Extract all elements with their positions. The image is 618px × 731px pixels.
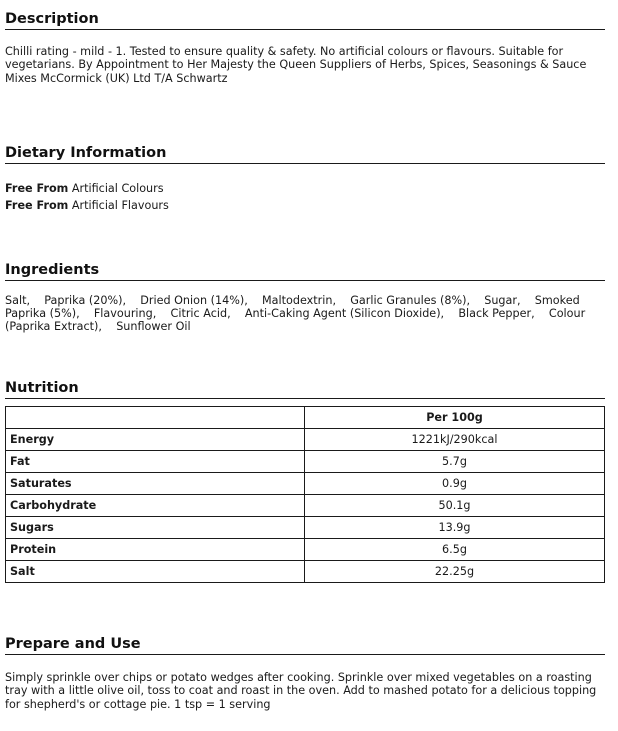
nutrient-label: Protein xyxy=(6,539,305,561)
nutrient-value: 6.5g xyxy=(305,539,605,561)
dietary-item-prefix: Free From xyxy=(5,199,69,212)
nutrient-label: Salt xyxy=(6,561,305,583)
table-row xyxy=(6,517,605,539)
ingredient-item: Sugar, xyxy=(484,294,521,307)
ingredient-item: Paprika (20%), xyxy=(44,294,127,307)
table-row xyxy=(6,451,605,473)
ingredients-list xyxy=(5,294,605,334)
nutrient-label: Saturates xyxy=(6,473,305,495)
nutrient-label: Energy xyxy=(6,429,305,451)
ingredient-item: Sunflower Oil xyxy=(116,320,191,334)
ingredient-item: Salt, xyxy=(5,294,31,307)
dietary-section xyxy=(5,144,605,214)
nutrition-heading: Nutrition xyxy=(5,379,605,399)
nutrient-value: 22.25g xyxy=(305,561,605,583)
nutrition-table xyxy=(5,406,605,583)
ingredient-item: Garlic Granules (8%), xyxy=(350,294,470,307)
nutrient-label: Carbohydrate xyxy=(6,495,305,517)
ingredient-item: Flavouring, xyxy=(93,307,157,321)
ingredient-item: Dried Onion (14%), xyxy=(140,294,248,307)
dietary-item xyxy=(5,197,605,214)
nutrition-section xyxy=(5,379,605,583)
dietary-list xyxy=(5,180,605,214)
nutrient-value: 0.9g xyxy=(305,473,605,495)
dietary-item-value: Artificial Colours xyxy=(71,182,164,195)
dietary-heading: Dietary Information xyxy=(5,144,605,164)
dietary-item xyxy=(5,180,605,197)
nutrient-value: 5.7g xyxy=(305,451,605,473)
table-row xyxy=(6,561,605,583)
prepare-heading: Prepare and Use xyxy=(5,635,605,655)
ingredient-item: Citric Acid, xyxy=(170,307,231,321)
description-section xyxy=(5,10,605,85)
ingredient-item: Black Pepper, xyxy=(458,307,535,321)
table-row xyxy=(6,429,605,451)
nutrition-header-row xyxy=(6,407,605,429)
nutrition-column-header: Per 100g xyxy=(305,407,605,429)
ingredient-item: Anti-Caking Agent (Silicon Dioxide), xyxy=(244,307,445,321)
ingredient-item: Colour (Paprika Extract), xyxy=(5,307,586,334)
nutrient-label: Sugars xyxy=(6,517,305,539)
nutrient-value: 13.9g xyxy=(305,517,605,539)
table-row xyxy=(6,473,605,495)
table-row xyxy=(6,495,605,517)
ingredients-section xyxy=(5,261,605,334)
prepare-section xyxy=(5,635,605,711)
nutrient-value: 50.1g xyxy=(305,495,605,517)
description-text: Chilli rating - mild - 1. Tested to ensure quality & safety. No artificial colours or flavours. Suitable for vegetarians. By Appointment to Her Majesty the Queen Suppliers of Herbs, Spices, Seasonings & Sauce Mixes McCormick (UK) Ltd T/A Schwartz xyxy=(5,45,587,85)
prepare-text: Simply sprinkle over chips or potato wedges after cooking. Sprinkle over mixed vegetables on a roasting tray with a little olive oil, toss to coat and roast in the oven. Add to mashed potato for a delicious topping for shepherd's or cottage pie. 1 tsp = 1 serving xyxy=(5,671,597,711)
table-row xyxy=(6,539,605,561)
ingredient-item: Maltodextrin, xyxy=(262,294,336,307)
dietary-item-value: Artificial Flavours xyxy=(71,199,169,212)
nutrition-header-blank xyxy=(6,407,305,429)
ingredients-heading: Ingredients xyxy=(5,261,605,281)
nutrient-label: Fat xyxy=(6,451,305,473)
ingredient-item: Smoked Paprika (5%), xyxy=(5,294,580,321)
description-heading: Description xyxy=(5,10,605,30)
nutrient-value: 1221kJ/290kcal xyxy=(305,429,605,451)
dietary-item-prefix: Free From xyxy=(5,182,69,195)
